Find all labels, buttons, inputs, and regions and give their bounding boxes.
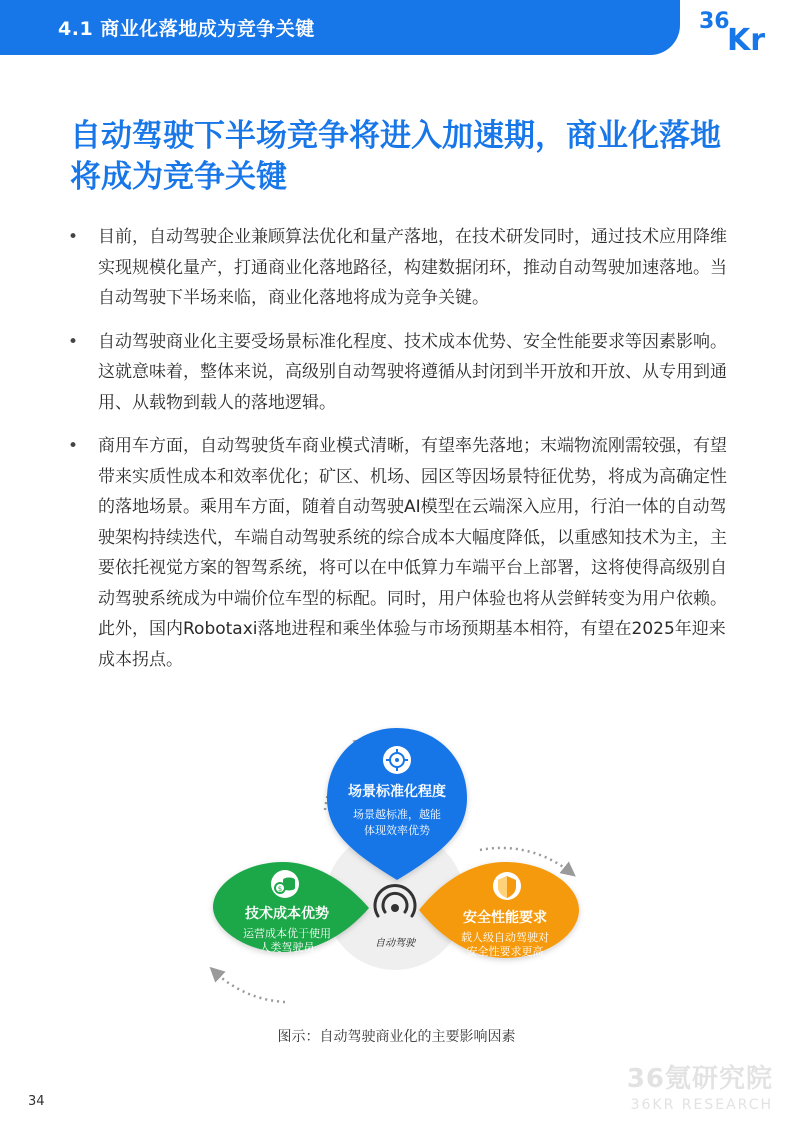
- bullet-marker: •: [68, 436, 79, 456]
- main-title: 自动驾驶下半场竞争将进入加速期，商业化落地将成为竞争关键: [70, 118, 721, 195]
- section-header-bar: [0, 0, 680, 55]
- bullet-text: 自动驾驶商业化主要受场景标准化程度、技术成本优势、安全性能要求等因素影响。这就意味着，整体来说，高级别自动驾驶将遵循从封闭到半开放和开放、从专用到通用、从载物到载人的落地逻辑。: [98, 331, 727, 413]
- watermark-en: 36KR RESEARCH: [630, 1097, 773, 1113]
- watermark-cn: 36氪研究院: [626, 1064, 773, 1094]
- node-title: 技术成本优势: [245, 906, 329, 922]
- page-number: 34: [28, 1094, 45, 1109]
- node-desc-line: 场景越标准，越能: [353, 808, 441, 821]
- 36kr-logo: [691, 4, 787, 52]
- bullet-marker: •: [68, 331, 79, 352]
- bullet-item: [68, 222, 728, 314]
- node-desc-line: 人类驾驶员: [259, 941, 315, 954]
- center-label: 自动驾驶: [375, 938, 415, 949]
- bullet-item: [68, 431, 728, 675]
- node-desc-line: 安全性要求更高: [466, 945, 544, 958]
- node-desc-line: 载人级自动驾驶对: [461, 931, 549, 944]
- bullet-item: [68, 327, 728, 419]
- influence-factors-diagram: [205, 722, 590, 1012]
- bullet-list: [68, 222, 728, 688]
- node-title: 安全性能要求: [463, 910, 547, 926]
- figure-caption: 图示：自动驾驶商业化的主要影响因素: [277, 1029, 516, 1045]
- dashed-arc-bottom-left: [215, 972, 285, 1002]
- bullet-text: 商用车方面，自动驾驶货车商业模式清晰，有望率先落地；末端物流刚需较强，有望带来实质性成本和效率优化；矿区、机场、园区等因场景特征优势，将成为高确定性的落地场景。乘用车方面，随着自动驾驶AI模型在云端深入应用，行泊一体的自动驾驶架构持续迭代，车端自动驾驶系统的综合成本大幅度降低，以重感知技术为主，主要依托视觉方案的智驾系统，将可以在中低算力车端平台上部署，这将使得高级别自动驾驶系统成为中端价位车型的标配。同时，用户体验也将从尝鲜转变为用户依赖。此外，国内Robotaxi落地进程和乘坐体验与市场预期基本相符，有望在2025年迎来成本拐点。: [98, 436, 727, 670]
- svg-text:$: $: [277, 885, 283, 893]
- node-desc-line: 运营成本优于使用: [243, 927, 331, 940]
- bullet-marker: •: [68, 227, 79, 247]
- node-title: 场景标准化程度: [348, 784, 446, 800]
- section-title: 4.1 商业化落地成为竞争关键: [58, 18, 315, 40]
- logo-text-top: 36: [699, 9, 730, 34]
- node-desc-line: 体现效率优势: [364, 824, 430, 837]
- watermark: [627, 1058, 773, 1113]
- bullet-text: 目前，自动驾驶企业兼顾算法优化和量产落地，在技术研发同时，通过技术应用降维实现规模化量产，打通商业化落地路径，构建数据闭环，推动自动驾驶加速落地。当自动驾驶下半场来临，商业化落地将成为竞争关键。: [98, 227, 727, 308]
- logo-text-bottom: Kr: [727, 23, 766, 52]
